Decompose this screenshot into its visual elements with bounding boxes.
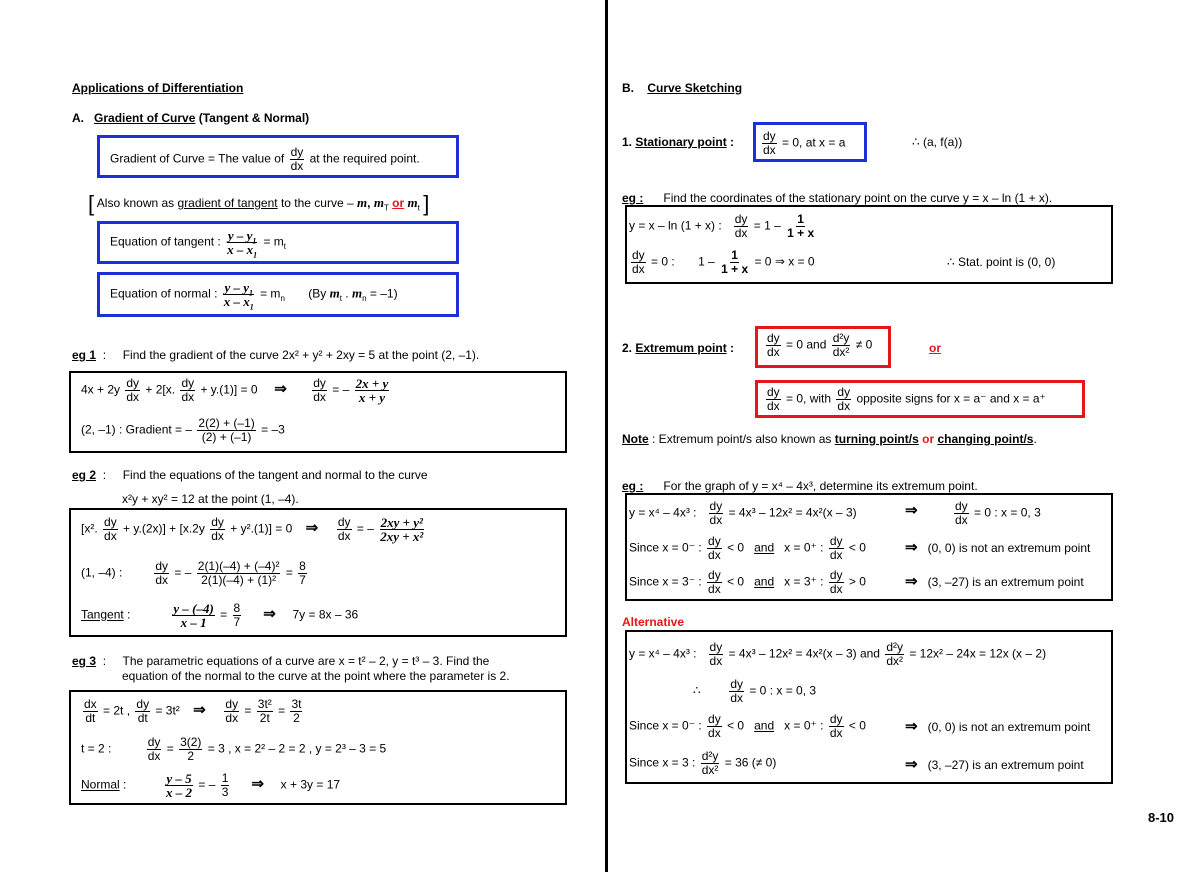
- dy-dx-fraction: $\frac{dy}{dx}$: [290, 145, 304, 173]
- section-letter: A.: [72, 111, 84, 125]
- extremum-condition-box-1: $\frac{dy}{dx}$ = 0 and $\frac{\text{d²y}}{\text{dx²}}$ ≠ 0: [755, 326, 891, 368]
- normal-by: (By: [308, 286, 327, 301]
- alt-line1: y = x⁴ – 4x³ : $\frac{dy}{dx}$ = 4x³ – 12x² = 4x²(x – 3) and $\frac{\text{d²y}}{\text{dx²}}$ = 12x² – 24x = 12x (x – 2): [629, 640, 1047, 668]
- stationary-result: ∴ (a, f(a)): [912, 135, 963, 149]
- eg3-text2: equation of the normal to the curve at the point where the parameter is 2.: [122, 669, 510, 683]
- extremum-condition-box-2: $\frac{dy}{dx}$ = 0, with $\frac{dy}{dx}$ opposite signs for x = a⁻ and x = a⁺: [755, 380, 1085, 418]
- eg1-text: Find the gradient of the curve 2x² + y² + 2xy = 5 at the point (2, –1).: [122, 348, 480, 362]
- section-b-title: [622, 82, 742, 94]
- eg3-label: eg 3: [72, 654, 97, 668]
- eg-ext-solution-box: y = x⁴ – 4x³ : $\frac{dy}{dx}$ = 4x³ – 12x² = 4x²(x – 3) ⇒ $\frac{dy}{dx}$ = 0 : x = 0, 3 Since x = 0⁻ : $\frac{dy}{dx}$ < 0 and x = 0⁺ : $\frac{dy}{dx}$ < 0 ⇒ (0, 0) is not an extremum point Since x = 3⁻ : $\frac{dy}{dx}$ < 0 and x = 3⁺ : $\frac{dy}{dx}$ > 0 ⇒ (3, –27) is an extremum point: [625, 493, 1113, 601]
- gradient-definition: [110, 146, 420, 173]
- or-text: or: [392, 196, 405, 211]
- section-subtitle: (Tangent & Normal): [198, 111, 310, 125]
- page-number: 8-10: [1148, 810, 1175, 825]
- known-pre: Also known as: [96, 196, 175, 211]
- normal-equation: Equation of normal : $\frac{y - y_1}{x - x_1}$ = $m_n$ (By $m_t$ . $m_n = -1$): [110, 280, 398, 312]
- mt-symbol: m: [407, 195, 418, 211]
- eg2-line2: (1, –4) : $\frac{dy}{dx}$ = – $\frac{\text{2(1)(–4) + (–4)²}}{\text{2(1)(–4) + (1)²}}$ = $\frac{8}{7}$: [81, 559, 306, 587]
- def-tail: at the required point.: [309, 151, 420, 166]
- eg1-label: eg 1: [72, 348, 97, 362]
- section-a-title: [72, 112, 309, 124]
- extremum-note: Note : Extremum point/s also known as turning point/s or changing point/s.: [622, 432, 1037, 446]
- normal-equation-box: [97, 272, 459, 317]
- eg-stat-question: eg : Find the coordinates of the stationary point on the curve y = x – ln (1 + x).: [622, 191, 1053, 205]
- def-text: Gradient of Curve = The value of: [110, 151, 285, 166]
- alt-line3: Since x = 0⁻ : $\frac{dy}{dx}$ < 0 and x = 0⁺ : $\frac{dy}{dx}$ < 0: [629, 712, 866, 740]
- mn-symbol: m: [351, 285, 363, 301]
- m-symbol: m: [357, 195, 368, 211]
- alternative-solution-box: y = x⁴ – 4x³ : $\frac{dy}{dx}$ = 4x³ – 12x² = 4x²(x – 3) and $\frac{\text{d²y}}{\text{dx²}}$ = 12x² – 24x = 12x (x – 2) ∴ $\frac{dy}{dx}$ = 0 : x = 0, 3 Since x = 0⁻ : $\frac{dy}{dx}$ < 0 and x = 0⁺ : $\frac{dy}{dx}$ < 0 ⇒ (0, 0) is not an extremum point Since x = 3 : $\frac{\text{d²y}}{\text{dx²}}$ = 36 (≠ 0) ⇒ (3, –27) is an extremum point: [625, 630, 1113, 784]
- eg1-question: eg 1 : Find the gradient of the curve 2x² + y² + 2xy = 5 at the point (2, –1).: [72, 348, 480, 362]
- eg-stat-conclusion: ∴ Stat. point is (0, 0): [947, 255, 1056, 269]
- eg2-line1: [x². $\frac{dy}{dx}$ + y.(2x)] + [x.2y $\frac{dy}{dx}$ + y².(1)] = 0 ⇒ $\frac{dy}{dx}$ = – $\frac{\text{2xy + y²}}{\text{2xy + x²}}$: [81, 515, 424, 544]
- eg-stat-solution-box: [625, 205, 1113, 284]
- eg3-question: eg 3 : The parametric equations of a curve are x = t² – 2, y = t³ – 3. Find the: [72, 654, 490, 668]
- tangent-label: Equation of tangent :: [110, 234, 221, 249]
- eg-ext-question: eg : For the graph of y = x⁴ – 4x³, determine its extremum point.: [622, 479, 978, 493]
- extremum-or: or: [929, 341, 941, 355]
- page-heading: Applications of Differentiation: [72, 81, 244, 95]
- eg3-solution-box: [69, 690, 567, 805]
- alternative-title: Alternative: [622, 615, 685, 629]
- eg3-line2: t = 2 : $\frac{dy}{dx}$ = $\frac{3(2)}{2}$ = 3 , x = 2² – 2 = 2 , y = 2³ – 3 = 5: [81, 735, 387, 763]
- known-term: gradient of tangent: [177, 196, 278, 211]
- eg2-label: eg 2: [72, 468, 97, 482]
- tangent-rhs: = m: [263, 234, 284, 249]
- eg-ext-line1: y = x⁴ – 4x³ : $\frac{dy}{dx}$ = 4x³ – 12x² = 4x²(x – 3): [629, 499, 857, 527]
- eg2-text: Find the equations of the tangent and normal to the curve: [122, 468, 428, 482]
- alt-line4: Since x = 3 : $\frac{\text{d²y}}{\text{dx²}}$ = 36 (≠ 0): [629, 749, 777, 777]
- eg2-question: eg 2 : Find the equations of the tangent and normal to the curve: [72, 468, 428, 482]
- stationary-condition-box: $\frac{dy}{dx}$ = 0, at x = a: [753, 122, 867, 162]
- eg-ext-line3: Since x = 3⁻ : $\frac{dy}{dx}$ < 0 and x = 3⁺ : $\frac{dy}{dx}$ > 0: [629, 568, 866, 596]
- eg3-text: The parametric equations of a curve are x = t² – 2, y = t³ – 3. Find the: [122, 654, 490, 668]
- eg2-solution-box: [69, 508, 567, 637]
- mT-symbol: m: [373, 195, 384, 211]
- eg2-line3: Tangent : $\frac{y - (-4)}{x - 1}$ = $\frac{8}{7}$ ⇒ 7y = 8x – 36: [81, 601, 359, 630]
- eg1-line1: 4x + 2y $\frac{dy}{dx}$ + 2[x. $\frac{dy}{dx}$ + y.(1)] = 0 ⇒ $\frac{dy}{dx}$ = – $\frac{2x + y}{x + y}$: [81, 376, 389, 405]
- eg-stat-line1: y = x – ln (1 + x) : $\frac{dy}{dx}$ = 1 – $\frac{1}{1 + x}$: [629, 212, 815, 240]
- column-divider: [605, 0, 608, 872]
- gradient-definition-box: [97, 135, 459, 178]
- extremum-heading: 2. Extremum point :: [622, 341, 735, 355]
- normal-label: Equation of normal :: [110, 286, 218, 301]
- tangent-equation: Equation of tangent : $\frac{y - y_1}{x - x_1}$ = $m_t$: [110, 228, 287, 260]
- eg3-line1: $\frac{dx}{dt}$ = 2t , $\frac{dy}{dt}$ = 3t² ⇒ $\frac{dy}{dx}$ = $\frac{\text{3t²}}{2t}$ = $\frac{3t}{2}$: [84, 697, 302, 725]
- mt-symbol-2: m: [329, 285, 340, 301]
- section-title: Gradient of Curve: [94, 111, 196, 125]
- eg-stat-line2: $\frac{dy}{dx}$ = 0 : 1 – $\frac{1}{1 + x}$ = 0 ⇒ x = 0: [632, 248, 815, 276]
- normal-rhs: = m: [260, 286, 281, 301]
- eg1-line2: (2, –1) : Gradient = – $\frac{2(2) + (-1)}{(2) + (-1)}$ = –3: [81, 416, 285, 444]
- section-b-letter: B.: [622, 81, 634, 95]
- normal-fraction: $\frac{y - y_1}{x - x_1}$: [223, 280, 254, 312]
- eg-ext-line2: Since x = 0⁻ : $\frac{dy}{dx}$ < 0 and x = 0⁺ : $\frac{dy}{dx}$ < 0: [629, 534, 866, 562]
- section-b-name: Curve Sketching: [647, 81, 743, 95]
- normal-by-tail: = –1): [369, 286, 398, 301]
- stationary-heading: 1. Stationary point :: [622, 135, 735, 149]
- tangent-equation-box: [97, 221, 459, 264]
- also-known-as: [ Also known as gradient of tangent to the curve – m, $m_T$ or $m_t$ ]: [88, 191, 430, 216]
- alt-line2: ∴ $\frac{dy}{dx}$ = 0 : x = 0, 3: [693, 677, 817, 705]
- eg1-solution-box: [69, 371, 567, 453]
- tangent-fraction: $\frac{y - y_1}{x - x_1}$: [227, 228, 258, 260]
- known-mid: to the curve –: [280, 196, 354, 211]
- eg2-text2: x²y + xy² = 12 at the point (1, –4).: [122, 492, 299, 506]
- eg3-line3: Normal : $\frac{y - 5}{x - 2}$ = – $\frac{1}{3}$ ⇒ x + 3y = 17: [81, 771, 341, 800]
